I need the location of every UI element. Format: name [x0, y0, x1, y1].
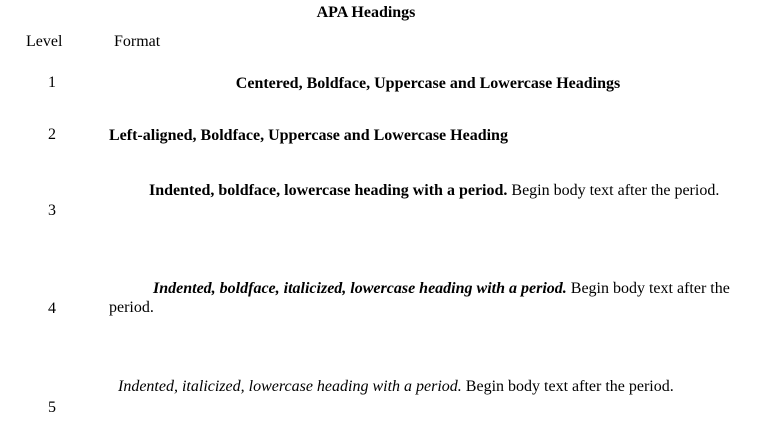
level-number-2: 2 — [48, 126, 56, 143]
page-title: APA Headings — [316, 4, 416, 21]
column-header-level: Level — [26, 33, 63, 50]
heading-example-level-4 — [109, 279, 739, 317]
heading-run: Indented, boldface, italicized, lowercase heading with a period. — [153, 280, 567, 297]
level-number-1: 1 — [48, 74, 56, 91]
heading-run: Indented, italicized, lowercase heading with a period. — [118, 378, 462, 395]
body-text-run: Begin body text after the period. — [507, 182, 720, 199]
column-header-format: Format — [114, 33, 161, 50]
body-text-run: Begin body text after the period. — [109, 280, 730, 316]
level-number-5: 5 — [48, 399, 56, 416]
heading-example-level-1: Centered, Boldface, Uppercase and Lowercase Headings — [235, 75, 621, 92]
heading-example-level-3 — [109, 181, 739, 200]
body-text-run: Begin body text after the period. — [461, 378, 674, 395]
heading-run: Indented, boldface, lowercase heading with a period. — [149, 182, 508, 199]
heading-example-level-2: Left-aligned, Boldface, Uppercase and Lowercase Heading — [109, 127, 508, 144]
level-number-3: 3 — [48, 202, 56, 219]
heading-example-level-5 — [109, 377, 699, 396]
level-number-4: 4 — [48, 300, 56, 317]
